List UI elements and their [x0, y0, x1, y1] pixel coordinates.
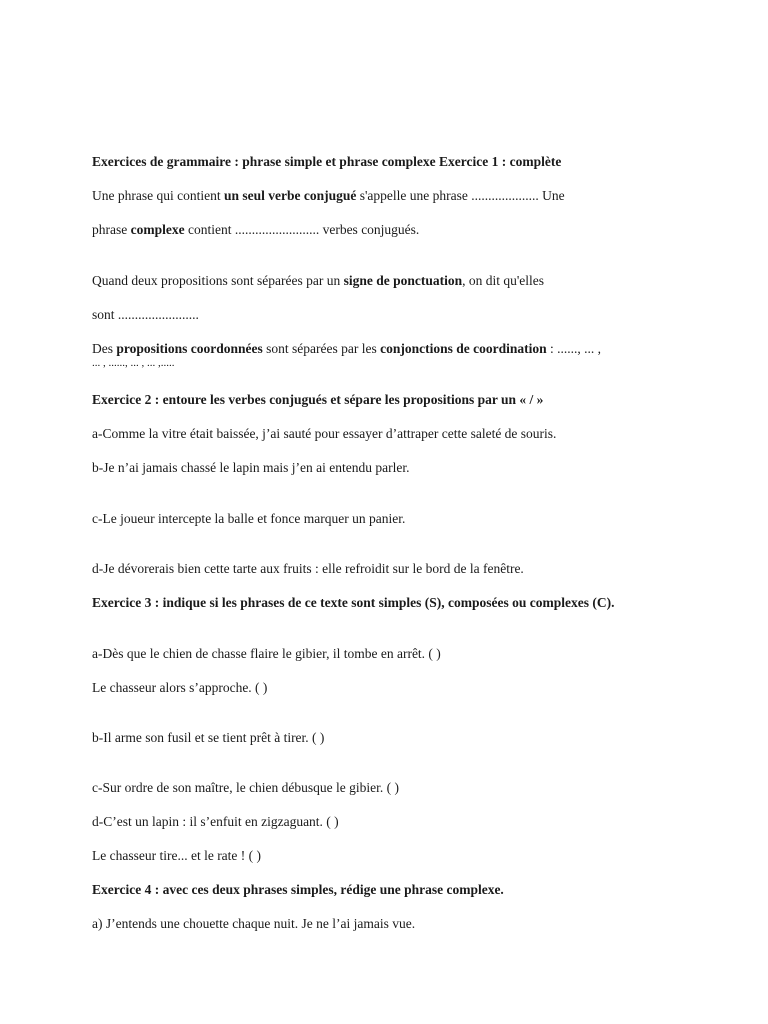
exercise1-line1: Une phrase qui contient un seul verbe conjugué s'appelle une phrase .................... Une: [92, 188, 565, 203]
exercise3-heading: Exercice 3 : indique si les phrases de ce texte sont simples (S), composées ou complexes (C).: [92, 595, 615, 610]
exercise3-item-c: c-Sur ordre de son maître, le chien débusque le gibier. ( ): [92, 780, 400, 795]
exercise4-heading: Exercice 4 : avec ces deux phrases simples, rédige une phrase complexe.: [92, 882, 504, 897]
exercise3-item-d1: d-C’est un lapin : il s’enfuit en zigzaguant. ( ): [92, 814, 339, 829]
exercise2-item-c: c-Le joueur intercepte la balle et fonce marquer un panier.: [92, 511, 406, 526]
exercise2-item-b: b-Je n’ai jamais chassé le lapin mais j’en ai entendu parler.: [92, 460, 410, 475]
exercise1-line2: phrase complexe contient ......................... verbes conjugués.: [92, 222, 420, 237]
exercise1-line5: Des propositions coordonnées sont séparées par les conjonctions de coordination : ......, ... ,: [92, 341, 602, 356]
exercise1-line6: ... , ......, ... , ... ,.....: [92, 357, 175, 369]
exercise2-item-d: d-Je dévorerais bien cette tarte aux fruits : elle refroidit sur le bord de la fenêtre.: [92, 561, 524, 576]
exercise3-item-a2: Le chasseur alors s’approche. ( ): [92, 680, 268, 695]
exercise4-item-a: a) J’entends une chouette chaque nuit. Je ne l’ai jamais vue.: [92, 916, 416, 931]
exercise2-heading: Exercice 2 : entoure les verbes conjugués et sépare les propositions par un « / »: [92, 392, 544, 407]
exercise1-line3: Quand deux propositions sont séparées par un signe de ponctuation, on dit qu'elles: [92, 273, 545, 288]
page-title: Exercices de grammaire : phrase simple et phrase complexe Exercice 1 : complète: [92, 154, 562, 169]
exercise1-line4: sont ........................: [92, 307, 199, 322]
exercise2-item-a: a-Comme la vitre était baissée, j’ai sauté pour essayer d’attraper cette saleté de souris.: [92, 426, 557, 441]
exercise3-item-a1: a-Dès que le chien de chasse flaire le gibier, il tombe en arrêt. ( ): [92, 646, 441, 661]
exercise3-item-b: b-Il arme son fusil et se tient prêt à tirer. ( ): [92, 730, 325, 745]
exercise3-item-d2: Le chasseur tire... et le rate ! ( ): [92, 848, 262, 863]
